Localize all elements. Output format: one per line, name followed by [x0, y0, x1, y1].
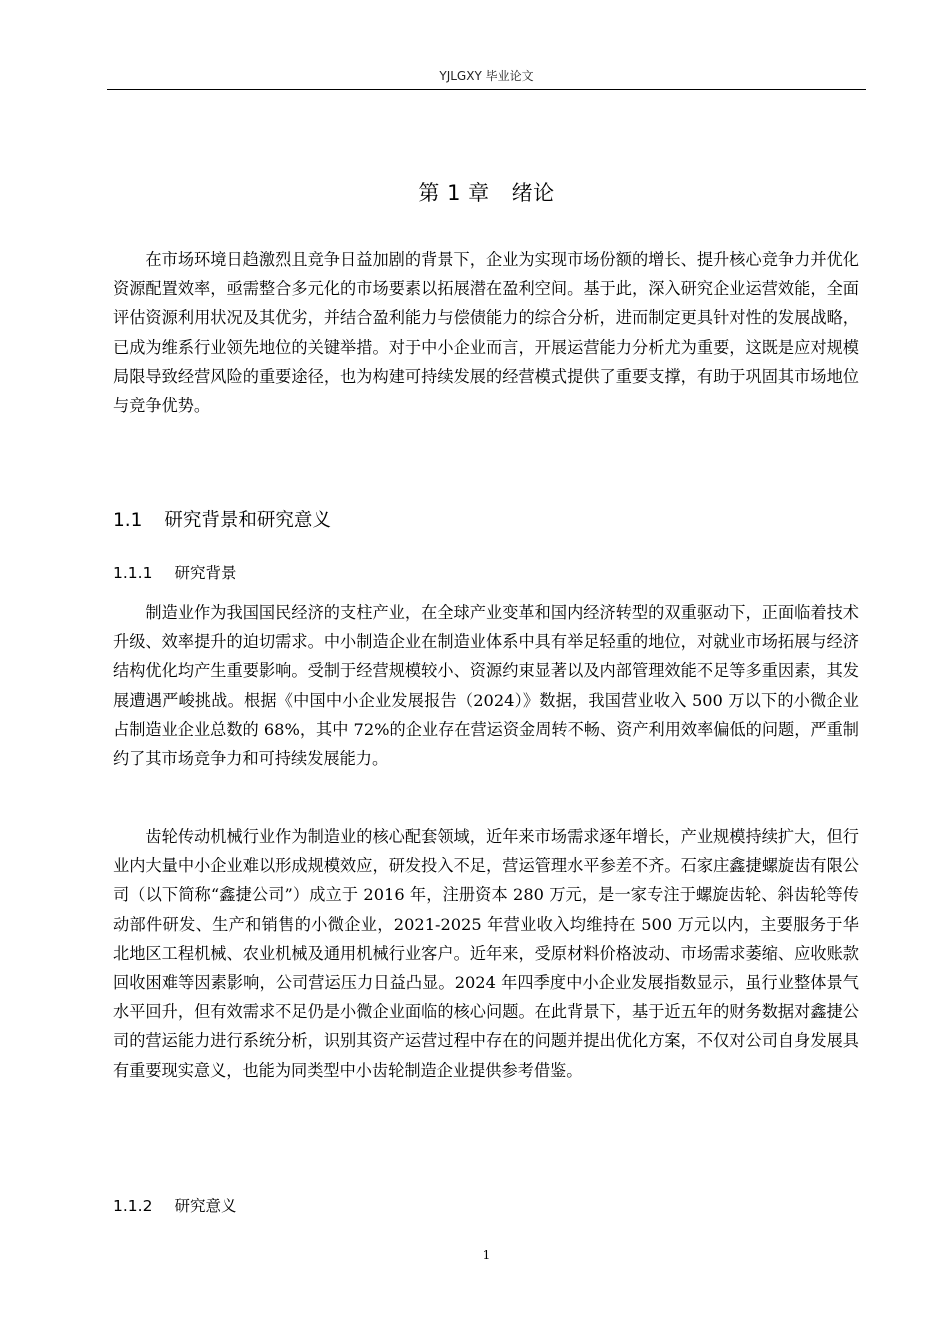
subsection-title: 研究背景: [174, 564, 237, 582]
subsection-heading-1-1-1: [113, 560, 859, 586]
page-number: 1: [482, 1248, 491, 1262]
background-paragraph-2: 齿轮传动机械行业作为制造业的核心配套领域，近年来市场需求逐年增长，产业规模持续扩大，但行业内大量中小企业难以形成规模效应，研发投入不足，营运管理水平参差不齐。石家庄鑫捷螺旋齿有限公司（以下简称“鑫捷公司”）成立于 2016 年，注册资本 280 万元，是一家专注于螺旋齿轮、斜齿轮等传动部件研发、生产和销售的小微企业，2021-2025 年营业收入均维持在 500 万元以内，主要服务于华北地区工程机械、农业机械及通用机械行业客户。近年来，受原材料价格波动、市场需求萎缩、应收账款回收困难等因素影响，公司营运压力日益凸显。2024 年四季度中小企业发展指数显示，虽行业整体景气水平回升，但有效需求不足仍是小微企业面临的核心问题。在此背景下，基于近五年的财务数据对鑫捷公司的营运能力进行系统分析，识别其资产运营过程中存在的问题并提出优化方案，不仅对公司自身发展具有重要现实意义，也能为同类型中小齿轮制造企业提供参考借鉴。: [113, 827, 859, 1080]
header-rule: [107, 89, 866, 90]
intro-paragraph: 在市场环境日趋激烈且竞争日益加剧的背景下，企业为实现市场份额的增长、提升核心竞争力并优化资源配置效率，亟需整合多元化的市场要素以拓展潜在盈利空间。基于此，深入研究企业运营效能，全面评估资源利用状况及其优劣，并结合盈利能力与偿债能力的综合分析，进而制定更具针对性的发展战略，已成为维系行业领先地位的关键举措。对于中小企业而言，开展运营能力分析尤为重要，这既是应对规模局限导致经营风险的重要途径，也为构建可持续发展的经营模式提供了重要支撑，有助于巩固其市场地位与竞争优势。: [113, 250, 859, 416]
chapter-title-text: 绪论: [511, 181, 555, 205]
background-paragraph-1: 制造业作为我国国民经济的支柱产业，在全球产业变革和国内经济转型的双重驱动下，正面临着技术升级、效率提升的迫切需求。中小制造企业在制造业体系中具有举足轻重的地位，对就业市场拓展与经济结构优化均产生重要影响。受制于经营规模较小、资源约束显著以及内部管理效能不足等多重因素，其发展遭遇严峻挑战。根据《中国中小企业发展报告（2024）》数据，我国营业收入 500 万以下的小微企业占制造业企业总数的 68%，其中 72%的企业存在营运资金周转不畅、资产利用效率偏低的问题，严重制约了其市场竞争力和可持续发展能力。: [113, 603, 859, 769]
subsection-heading-1-1-2: [113, 1193, 859, 1219]
subsection-number: 1.1.1: [113, 564, 153, 582]
chapter-number: 第 1 章: [418, 181, 490, 205]
running-header: YJLGXY 毕业论文: [439, 69, 534, 83]
section-number: 1.1: [113, 510, 143, 531]
section-title: 研究背景和研究意义: [164, 510, 331, 531]
subsection-number: 1.1.2: [113, 1197, 153, 1215]
section-heading-1-1: [113, 506, 859, 536]
subsection-title: 研究意义: [174, 1197, 237, 1215]
chapter-title: [107, 178, 866, 208]
